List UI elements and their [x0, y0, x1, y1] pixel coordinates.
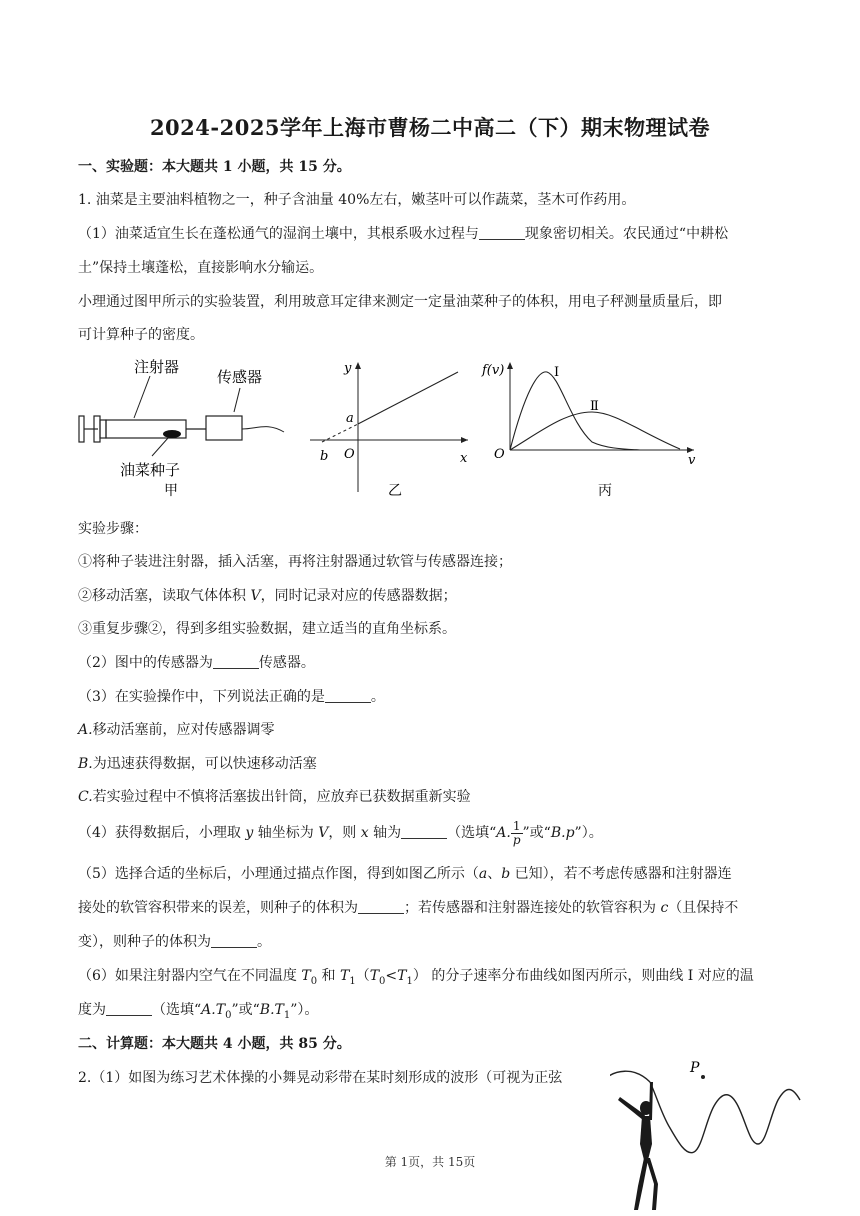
q1-part4: （4）获得数据后，小理取 y 轴坐标为 V，则 x 轴为 （选填“A. $\frac{1}{p}$ ”或“B.p”）。	[78, 818, 603, 847]
label-sensor: 传感器	[217, 368, 263, 386]
step-1: ①将种子装进注射器，插入活塞，再将注射器通过软管与传感器连接；	[78, 554, 512, 570]
q1-part1-line2: 土”保持土壤蓬松，直接影响水分输运。	[78, 260, 324, 276]
q1-part5-line2: 接处的软管容积带来的误差，则种子的体积为 ；若传感器和注射器连接处的软管容积为 c（且保持不	[78, 900, 739, 916]
label-b: b	[320, 449, 329, 464]
caption-bing: 丙	[598, 483, 612, 499]
dashed-extension	[322, 424, 358, 442]
label-a: a	[346, 411, 354, 426]
q1-part6-line1: （6）如果注射器内空气在不同温度 $T_0$ 和 $T_1(T_0<T_1)$ 的分子速率分布曲线如图丙所示，则曲线 I 对应的温	[78, 968, 754, 987]
q1-method-line2: 可计算种子的密度。	[78, 327, 204, 343]
seed-blob	[163, 430, 181, 438]
answer-blank	[325, 688, 371, 703]
label-origin: O	[344, 447, 355, 462]
step-2: ②移动活塞，读取气体体积 V，同时记录对应的传感器数据；	[78, 588, 457, 604]
label-curve-II: Ⅱ	[590, 399, 599, 414]
q1-part5-line3: 变），则种子的体积为 。	[78, 934, 271, 950]
gymnast-silhouette	[618, 1082, 658, 1210]
page-footer: 第 1页，共 15页	[384, 1155, 476, 1169]
axis-x-label: x	[460, 451, 468, 466]
option-c: C.若实验过程中不慎将活塞拔出针筒，应放弃已获数据重新实验	[78, 789, 471, 805]
answer-blank	[479, 225, 525, 240]
ribbon-wave	[650, 1082, 800, 1153]
caption-yi: 乙	[388, 483, 402, 499]
answer-blank	[401, 824, 447, 839]
axis-fv-label: f(v)	[482, 363, 505, 378]
caption-jia: 甲	[164, 483, 178, 499]
option-b: B.为迅速获得数据，可以快速移动活塞	[78, 756, 317, 772]
q1-part6-line2: 度为 （选填“$A.T_0$”或“$B.T_1$”）。	[78, 1002, 319, 1021]
fraction-one-over-p: $\frac{1}{p}$	[512, 818, 521, 847]
line-graph	[358, 372, 458, 424]
section-heading-1: 一、实验题：本大题共 1 小题，共 15 分。	[78, 159, 351, 175]
answer-blank	[211, 933, 257, 948]
figure-bing	[480, 352, 710, 502]
point-p-marker	[701, 1075, 705, 1079]
label-origin-bing: O	[494, 447, 505, 462]
q2-text: 2.（1）如图为练习艺术体操的小舞晃动彩带在某时刻形成的波形（可视为正弦	[78, 1070, 563, 1086]
axis-v-label: v	[688, 453, 696, 468]
answer-blank	[358, 899, 404, 914]
label-curve-I: I	[554, 365, 560, 380]
q1-part5-line1: （5）选择合适的坐标后，小理通过描点作图，得到如图乙所示（a、b 已知），若不考虑传感器和注射器连	[78, 866, 732, 882]
figure-jia	[72, 352, 302, 502]
option-a: A.移动活塞前，应对传感器调零	[78, 722, 275, 738]
answer-blank	[106, 1001, 152, 1016]
label-seed: 油菜种子	[120, 461, 181, 479]
figure-gymnast	[610, 1060, 810, 1210]
curve-II	[510, 412, 680, 450]
axis-y-label: y	[344, 361, 352, 376]
step-3: ③重复步骤②，得到多组实验数据，建立适当的直角坐标系。	[78, 621, 456, 637]
label-p: P	[690, 1060, 700, 1076]
q1-part1-line1: （1）油菜适宜生长在蓬松通气的湿润土壤中，其根系吸水过程与 现象密切相关。农民通过“中耕松	[78, 226, 729, 242]
q1-intro: 1. 油菜是主要油料植物之一，种子含油量 40%左右，嫩茎叶可以作蔬菜，茎木可作药用。	[78, 192, 636, 208]
q1-part2: （2）图中的传感器为 传感器。	[78, 655, 315, 671]
figure-yi	[300, 352, 480, 502]
page-title: 2024-2025学年上海市曹杨二中高二（下）期末物理试卷	[149, 115, 711, 140]
q1-part3: （3）在实验操作中，下列说法正确的是 。	[78, 689, 385, 705]
label-syringe: 注射器	[134, 358, 180, 376]
section-heading-2: 二、计算题：本大题共 4 小题，共 85 分。	[78, 1036, 351, 1052]
answer-blank	[213, 654, 259, 669]
steps-title: 实验步骤：	[78, 521, 148, 537]
q1-method-line1: 小理通过图甲所示的实验装置，利用玻意耳定律来测定一定量油菜种子的体积，用电子秤测量质量后，即	[78, 294, 722, 310]
